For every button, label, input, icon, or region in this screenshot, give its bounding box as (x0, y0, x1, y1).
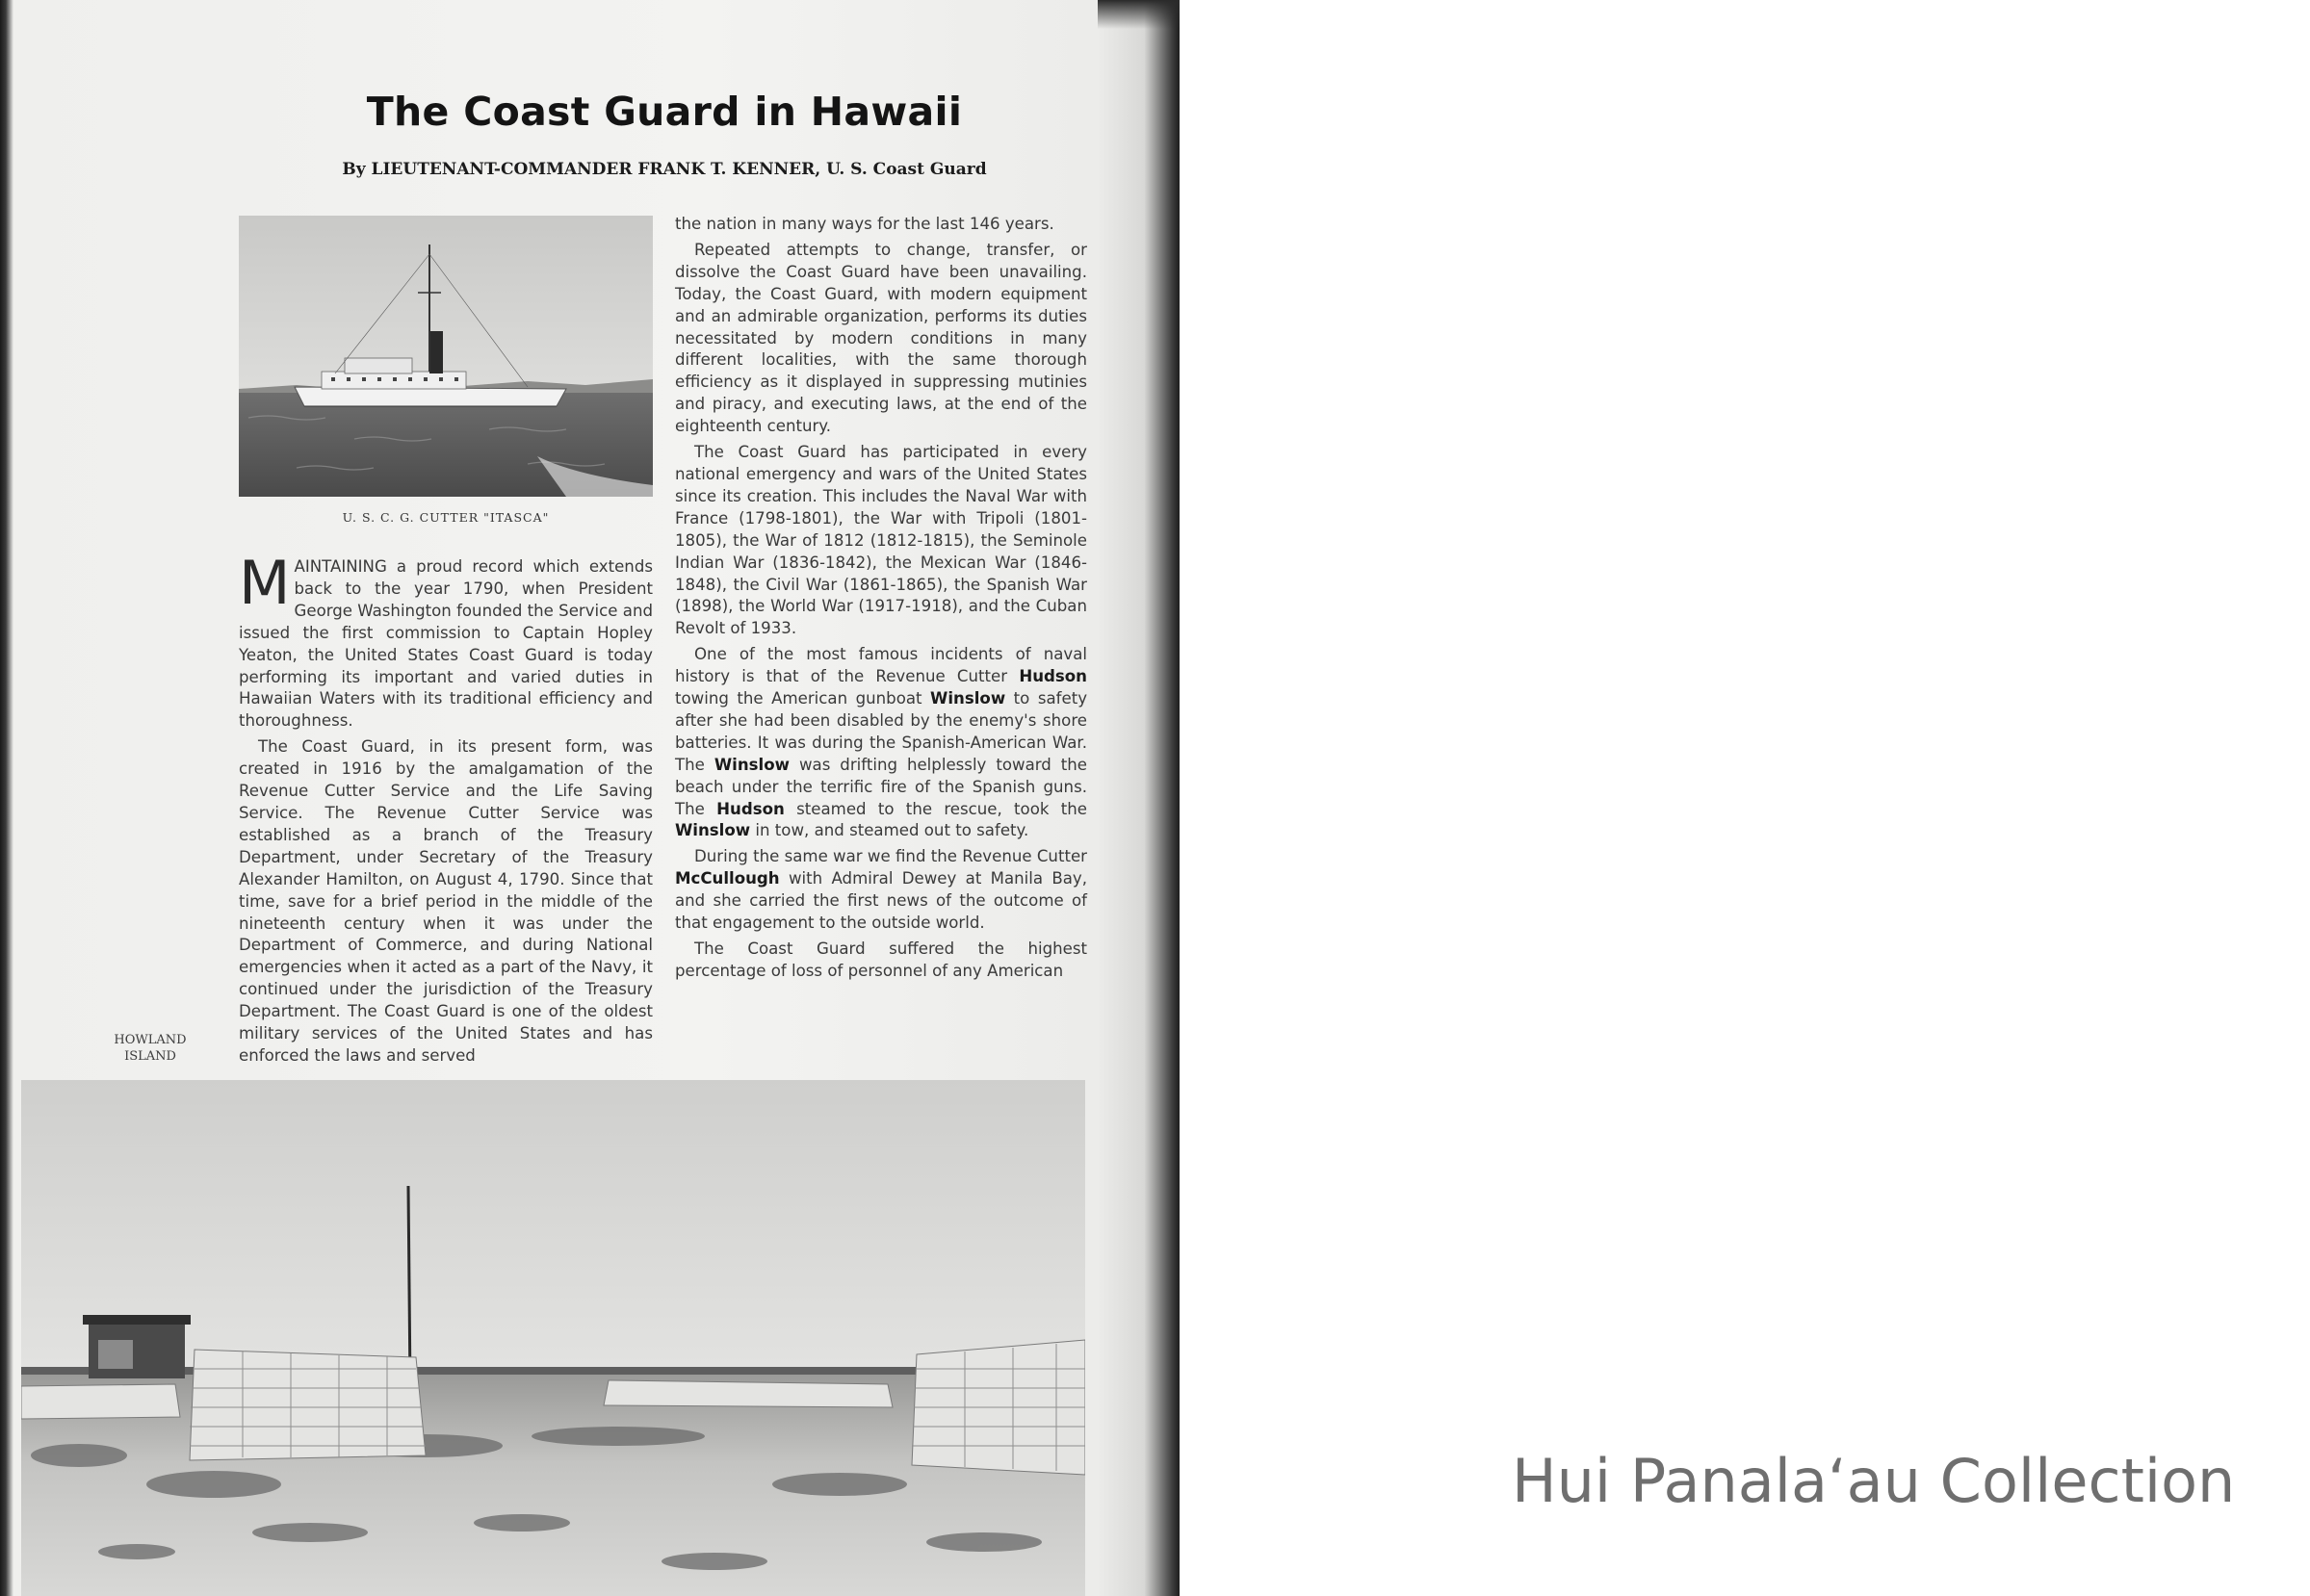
ship-name: McCullough (675, 869, 780, 888)
article-paragraph: One of the most famous incidents of naval history is that of the Revenue Cutter Hudson towing the American gunboat Winslow to safety after she had been disabled by the enemy's shore batteries. It was during the Spanish-American War. The Winslow was drifting helplessly toward the beach under the terrific fire of the Spanish guns. The Hudson steamed to the rescue, took the Winslow in tow, and steamed out to safety. (675, 645, 1088, 840)
article-title: The Coast Guard in Hawaii (366, 89, 963, 135)
howland-island-photo (21, 1080, 1085, 1596)
article-paragraph: The Coast Guard has participated in every national emergency and wars of the United States since its creation. This includes the Naval War with France (1798-1801), the War with Tripoli (1801-1805), the War of 1812 (1812-1815), the Seminole Indian War (1836-1842), the Mexican War (1846-1848), the Civil War (1861-1865), the Spanish War (1898), the World War (1917-1918), and the Cuban Revolt of 1933. (675, 443, 1087, 638)
ship-name: Hudson (1019, 667, 1087, 686)
collection-watermark: Hui Panala‘au Collection (1512, 1446, 2236, 1516)
page-edge-shadow (1098, 0, 1180, 29)
article-paragraph: MAINTAINING a proud record which extends back to the year 1790, when President George Washington founded the Service and issued the first commission to Captain Hopley Yeaton, the United States Coast Guard is today performing its important and varied duties in Hawaiian Waters with its traditional efficiency and thoroughness. (239, 548, 653, 731)
ship-name: Winslow (675, 821, 751, 840)
article-column-right (675, 214, 1087, 983)
article-column-left (239, 548, 653, 1068)
article-paragraph: The Coast Guard suffered the highest percentage of loss of personnel of any American (675, 940, 1087, 980)
article-paragraph: the nation in many ways for the last 146 years. (675, 215, 1054, 233)
article-paragraph: The Coast Guard, in its present form, was created in 1916 by the amalgamation of the Revenue Cutter Service and the Life Saving Service. The Revenue Cutter Service was established as a branch of the Treasury Department, under Secretary of the Treasury Alexander Hamilton, on August 4, 1790. Since that time, save for a brief period in the middle of the nineteenth century when it was under the Department of Commerce, and during National emergencies when it acted as a part of the Navy, it continued under the jurisdiction of the Treasury Department. The Coast Guard is one of the oldest military services of the United States and has enforced the laws and served (239, 737, 653, 1065)
cutter-itasca-photo (239, 216, 653, 497)
article-paragraph: Repeated attempts to change, transfer, or dissolve the Coast Guard have been unavailing. Today, the Coast Guard, with modern equipment and an admirable organization, performs its duties necessitated by modern conditions in many different localities, with the same thorough efficiency as it displayed in suppressing mutinies and piracy, and executing laws, at the end of the eighteenth century. (675, 240, 1087, 436)
ship-name: Winslow (714, 755, 790, 774)
ship-name: Winslow (930, 689, 1006, 708)
ship-name: Hudson (716, 799, 785, 818)
island-photo-label: HOWLAND ISLAND (114, 1033, 187, 1064)
drop-cap: M (239, 548, 291, 618)
article-paragraph: During the same war we find the Revenue Cutter McCullough with Admiral Dewey at Manila Bay, and she carried the first news of the outcome of that engagement to the outside world. (675, 847, 1087, 933)
photo-caption: U. S. C. G. CUTTER "ITASCA" (342, 510, 550, 525)
article-byline: By LIEUTENANT-COMMANDER FRANK T. KENNER, U. S. Coast Guard (342, 160, 987, 179)
